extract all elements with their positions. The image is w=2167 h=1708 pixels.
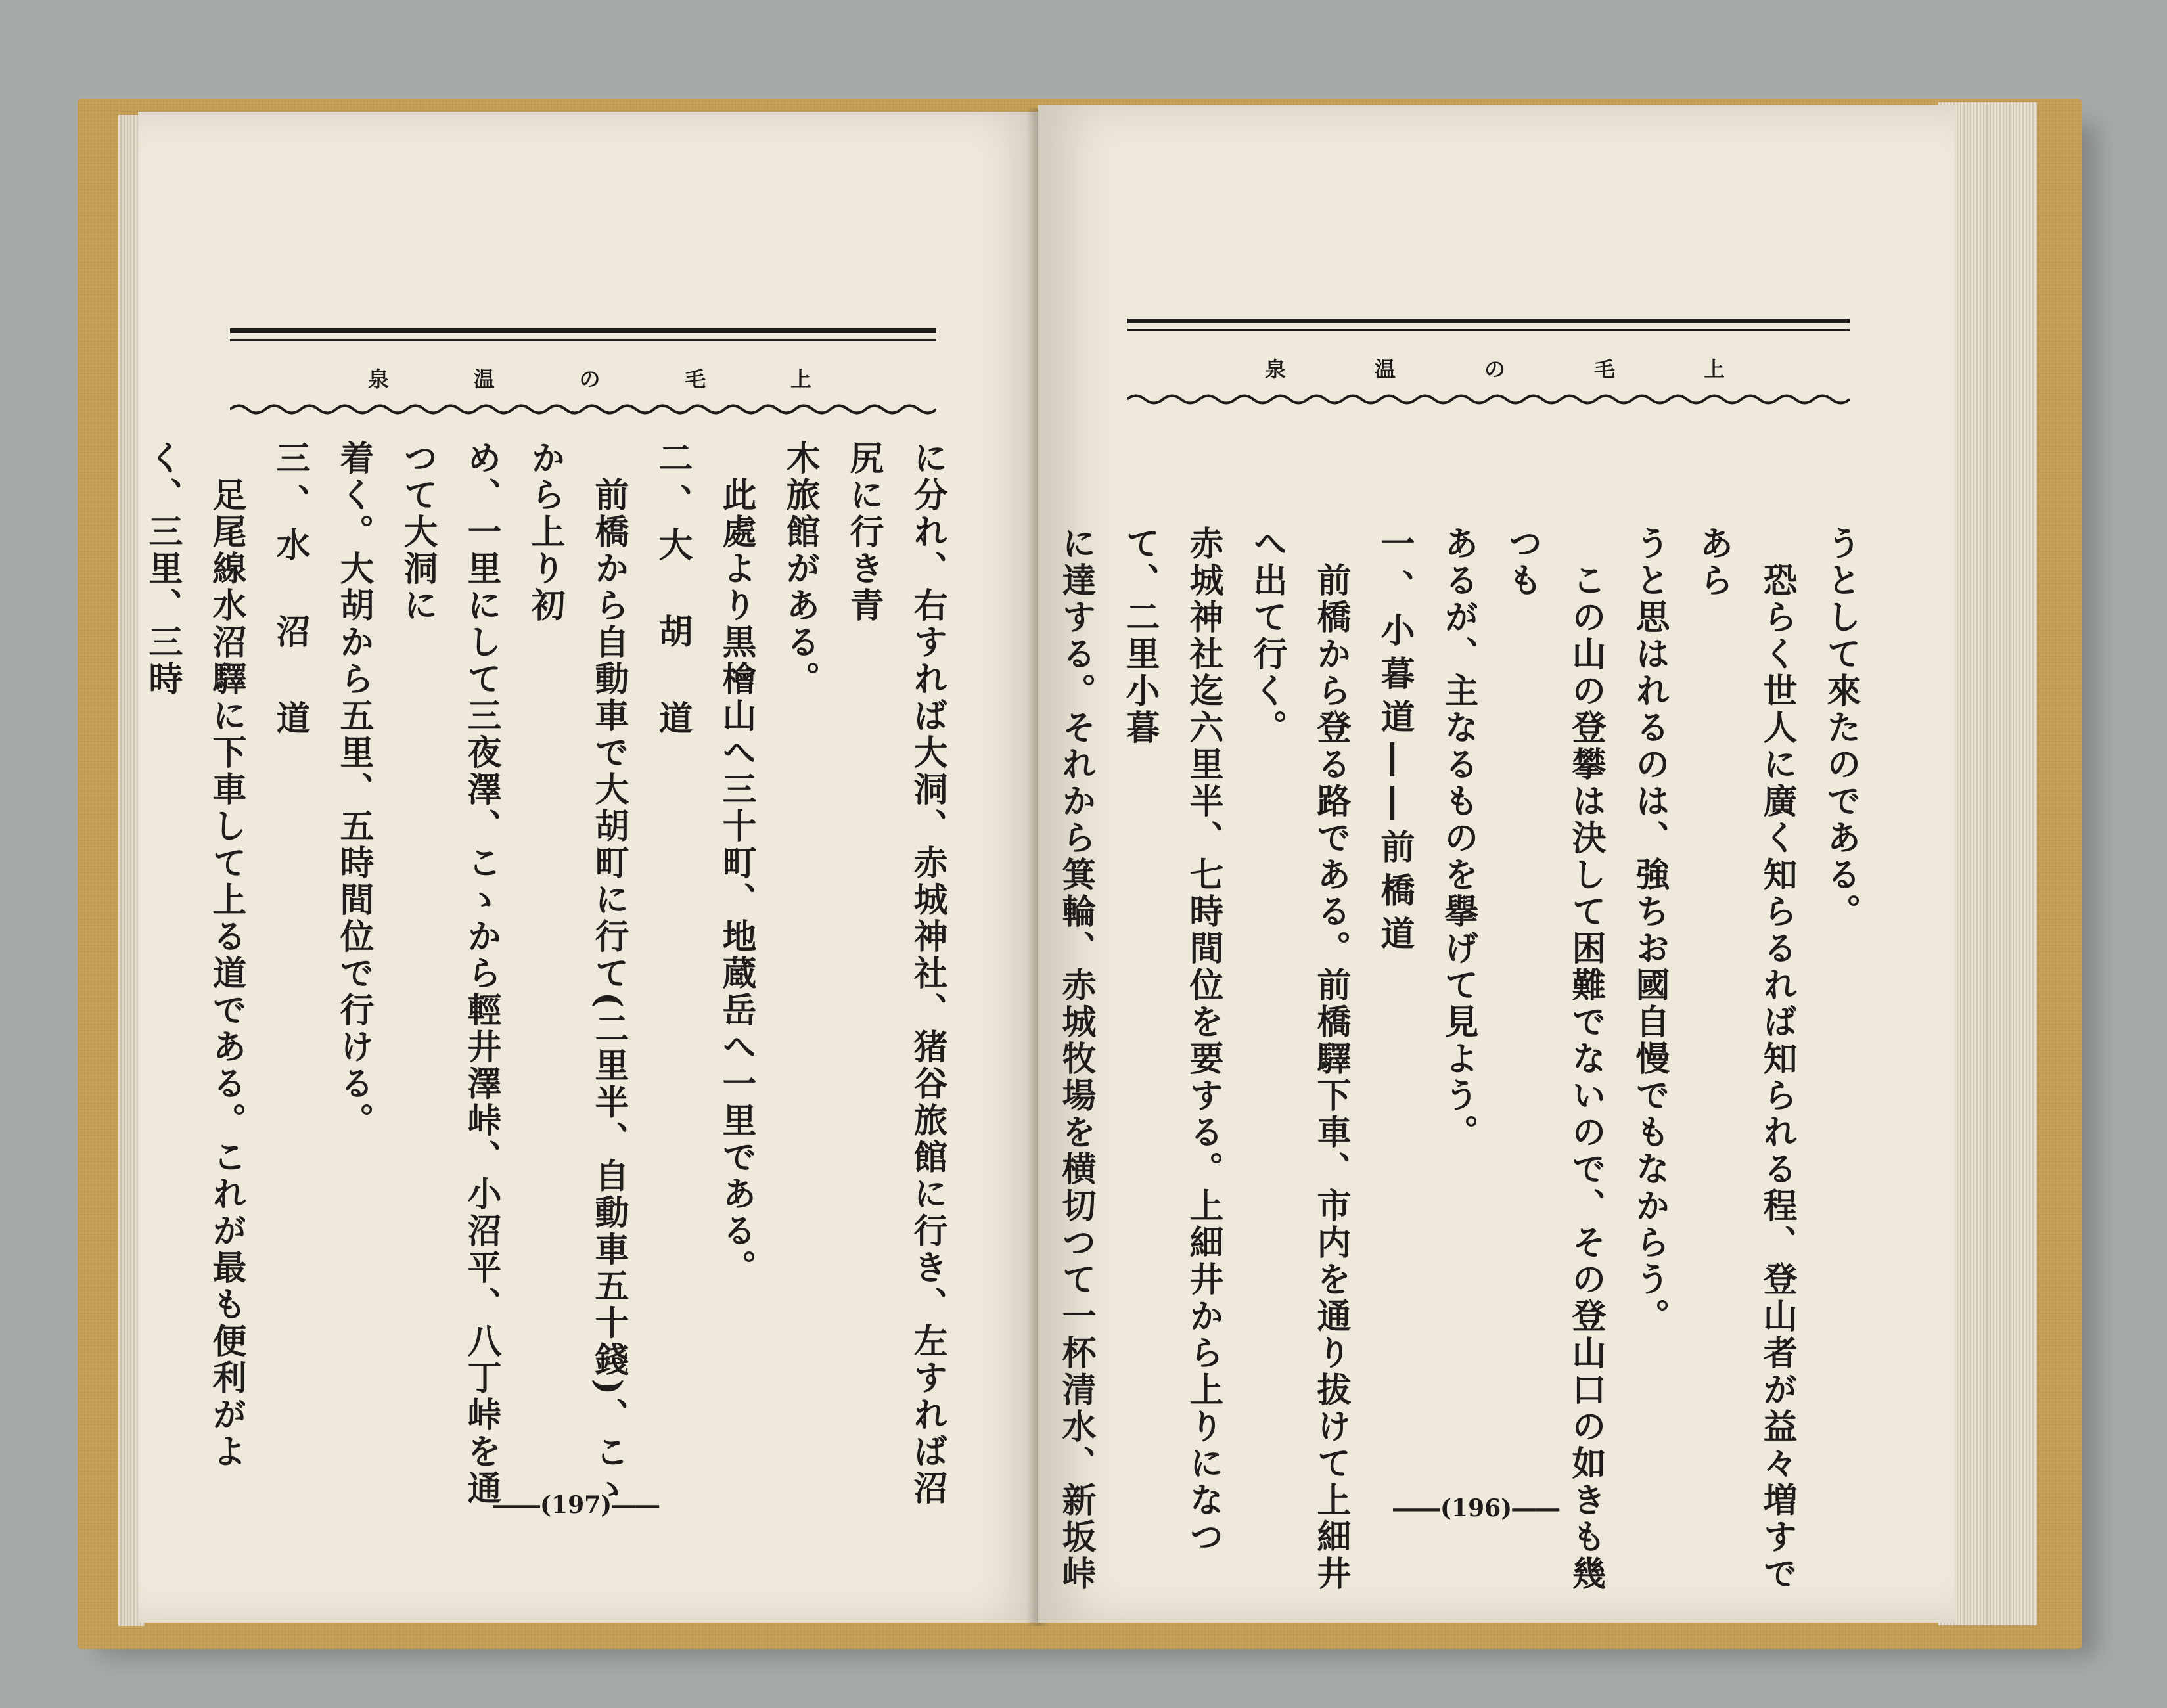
section-heading: 二、大 胡 道: [652, 440, 693, 744]
running-head-char: 泉: [368, 367, 390, 392]
running-head-left: [230, 328, 936, 427]
text-line: め、一里にして三夜澤、こゝから輕井澤峠、小沼平、八丁峠を通つて大洞に: [398, 440, 501, 1507]
text-line: に分れ、右すれば大洞、赤城神社、猪谷旅館に行き、左すれば沼尻に行き青: [844, 440, 947, 1507]
right-page: [1038, 105, 1955, 1623]
running-head-char: 上: [1703, 357, 1725, 382]
running-head-char: 温: [1374, 357, 1396, 382]
section-heading: 三、水 沼 道: [270, 440, 310, 744]
left-page: [138, 112, 1038, 1623]
header-rule-thin: [1127, 329, 1850, 331]
running-head-char: 毛: [685, 367, 706, 392]
text-line: うと思はれるのは、強ちお國自慢でもなからう。: [1630, 526, 1670, 1335]
text-line: 前橋から自動車で大胡町に行て(二里半、自動車五十錢)、こゝから上り初: [525, 440, 629, 1508]
text-line: 木旅館がある。: [780, 440, 820, 698]
header-rule-thin: [230, 339, 936, 341]
text-line: に達する。それから箕輪、赤城牧場を横切つて一杯清水、新坂峠: [1056, 526, 1096, 1592]
text-line: 此處より黒檜山へ三十町、地蔵岳へ一里である。: [716, 440, 756, 1286]
text-line: 前橋から登る路である。前橋驛下車、市内を通り拔けて上細井へ出て行く。: [1247, 526, 1351, 1592]
page-number-left: ――(197)――: [493, 1491, 660, 1519]
text-line: あるが、主なるものを擧げて見よう。: [1438, 526, 1478, 1151]
running-head-char: 上: [790, 367, 811, 392]
text-line: 赤城神社迄六里半、七時間位を要する。上細井から上りになつて、二里小暮: [1120, 526, 1223, 1556]
running-head-title: [230, 363, 936, 393]
running-head-char: 毛: [1593, 357, 1615, 382]
right-page-body: [1056, 526, 1873, 1603]
page-number-right: ――(196)――: [1393, 1494, 1560, 1522]
text-line: 着く。大胡から五里、五時間位で行ける。: [334, 440, 374, 1139]
header-rule-thick: [1127, 319, 1850, 323]
header-rule-thick: [230, 328, 936, 333]
running-head-right: [1127, 319, 1850, 417]
text-line: うとして來たのである。: [1821, 526, 1861, 930]
section-heading: 一、小暮道――前橋道: [1375, 526, 1415, 959]
wavy-rule: [1127, 392, 1850, 407]
running-head-char: の: [1484, 357, 1505, 382]
running-head-char: 泉: [1265, 357, 1287, 382]
running-head-char: 温: [473, 367, 495, 392]
running-head-char: の: [579, 367, 601, 392]
text-line: 足尾線水沼驛に下車して上る道である。これが最も便利がよく、三里、三時: [143, 440, 246, 1470]
text-line: 恐らく世人に廣く知らるれば知られる程、登山者が益々増すであら: [1693, 526, 1797, 1592]
wavy-rule: [230, 402, 936, 416]
text-line: この山の登攀は決して困難でないので、その登山口の如きも幾つも: [1502, 526, 1606, 1592]
running-head-title: [1127, 353, 1850, 383]
left-page-body: [143, 440, 959, 1531]
